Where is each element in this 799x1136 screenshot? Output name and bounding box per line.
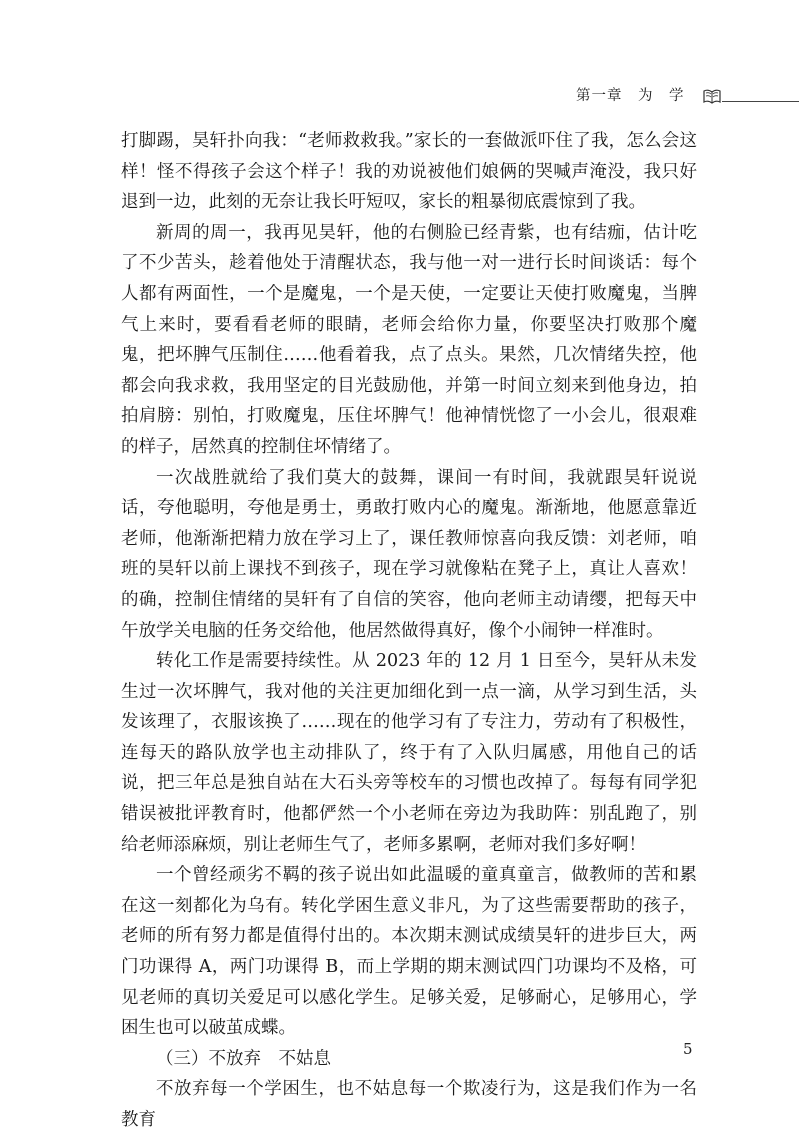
paragraph-continued: 打脚踢，昊轩扑向我：“老师救救我。”家长的一套做派吓住了我，怎么会这样！怪不得孩子会这个样子！我的劝说被他们娘俩的哭喊声淹没，我只好退到一边，此刻的无奈让我长吁短叹，家长的粗暴彻底震惊到了我。 <box>121 131 697 213</box>
page-number: 5 <box>683 1040 693 1058</box>
body-text <box>121 126 697 1136</box>
paragraph: 转化工作是需要持续性。从 2023 年的 12 月 1 日至今，昊轩从未发生过一次坏脾气，我对他的关注更加细化到一点一滴，从学习到生活，头发该理了，衣服该换了……现在的他学习有了专注力，劳动有了积极性，连每天的路队放学也主动排队了，终于有了入队归属感，用他自己的话说，把三年总是独自站在大石头旁等校车的习惯也改掉了。每每有同学犯错误被批评教育时，他都俨然一个小老师在旁边为我助阵：别乱跑了，别给老师添麻烦，别让老师生气了，老师多累啊，老师对我们多好啊！ <box>121 651 697 855</box>
paragraph: 新周的周一，我再见昊轩，他的右侧脸已经青紫，也有结痂，估计吃了不少苦头，趁着他处于清醒状态，我与他一对一进行长时间谈话：每个人都有两面性，一个是魔鬼，一个是天使，一定要让天使打败魔鬼，当脾气上来时，要看看老师的眼睛，老师会给你力量，你要坚决打败那个魔鬼，把坏脾气压制住……他看着我，点了点头。果然，几次情绪失控，他都会向我求救，我用坚定的目光鼓励他，并第一时间立刻来到他身边，拍拍肩膀：别怕，打败魔鬼，压住坏脾气！他神情恍惚了一小会儿，很艰难的样子，居然真的控制住坏情绪了。 <box>121 222 697 457</box>
paragraph: 一个曾经顽劣不羁的孩子说出如此温暖的童真童言，做教师的苦和累在这一刻都化为乌有。转化学困生意义非凡，为了这些需要帮助的孩子，老师的所有努力都是值得付出的。本次期末测试成绩昊轩的进步巨大，两门功课得 A，两门功课得 B，而上学期的期末测试四门功课均不及格，可见老师的真切关爱足可以感化学生。足够关爱，足够耐心，足够用心，学困生也可以破茧成蝶。 <box>121 865 697 1039</box>
section-heading: （三）不放弃 不姑息 <box>156 1048 331 1069</box>
paragraph: 一次战胜就给了我们莫大的鼓舞，课间一有时间，我就跟昊轩说说话，夸他聪明，夸他是勇士，勇敢打败内心的魔鬼。渐渐地，他愿意靠近老师，他渐渐把精力放在学习上了，课任教师惊喜向我反馈：刘老师，咱班的昊轩以前上课找不到孩子，现在学习就像粘在凳子上，真让人喜欢！的确，控制住情绪的昊轩有了自信的笑容，他向老师主动请缨，把每天中午放学关电脑的任务交给他，他居然做得真好，像个小闹钟一样准时。 <box>121 467 697 641</box>
open-book-icon <box>703 87 721 105</box>
header-rule <box>722 101 799 102</box>
paragraph-last: 不放弃每一个学困生，也不姑息每一个欺凌行为，这是我们作为一名教育 <box>121 1079 697 1130</box>
running-header <box>0 86 799 110</box>
chapter-title: 第一章 为 学 <box>576 88 685 104</box>
